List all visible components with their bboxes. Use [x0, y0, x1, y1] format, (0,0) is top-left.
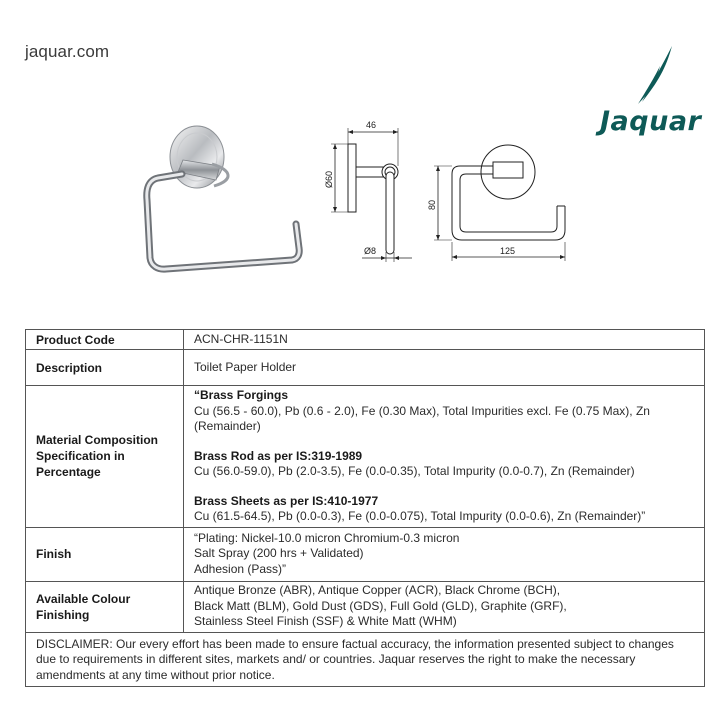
row-product-code	[26, 330, 705, 350]
side-view-drawing	[331, 128, 412, 262]
row-material	[26, 386, 705, 528]
finish-line: Salt Spray (200 hrs + Validated)	[194, 546, 364, 561]
finish-line: “Plating: Nickel-10.0 micron Chromium-0.3 micron	[194, 530, 460, 545]
brass-forgings-text: Cu (56.5 - 60.0), Pb (0.6 - 2.0), Fe (0.30 Max), Total Impurities excl. Fe (0.75 Max), Zn (Remainder)	[194, 403, 650, 433]
description-label: Description	[26, 350, 184, 386]
product-photo	[147, 126, 299, 269]
finish-line: Adhesion (Pass)”	[194, 561, 287, 576]
colours-label-line: Finishing	[36, 607, 90, 622]
material-label-line: Material Composition	[36, 433, 159, 448]
row-disclaimer	[26, 632, 705, 687]
row-finish	[26, 527, 705, 581]
brass-sheets-heading: Brass Sheets as per IS:410-1977	[194, 493, 379, 508]
material-label-line: Specification in	[36, 449, 125, 464]
product-drawing	[0, 100, 727, 300]
site-url[interactable]: jaquar.com	[25, 42, 110, 61]
brass-sheets-text: Cu (61.5-64.5), Pb (0.0-0.3), Fe (0.0-0.075), Total Impurity (0.0-0.6), Zn (Remainder)”	[194, 509, 646, 523]
colours-label	[26, 581, 184, 632]
description-value: Toilet Paper Holder	[184, 350, 705, 386]
spec-table	[25, 329, 705, 687]
dim-46: 46	[366, 120, 377, 130]
dim-diameter-8: Ø8	[364, 246, 377, 256]
finish-value	[184, 527, 705, 581]
colours-value	[184, 581, 705, 632]
colour-line: Antique Bronze (ABR), Antique Copper (ACR), Black Chrome (BCH),	[194, 583, 561, 598]
product-code-label: Product Code	[26, 330, 184, 350]
material-label-line: Percentage	[36, 465, 101, 480]
colour-line: Black Matt (BLM), Gold Dust (GDS), Full Gold (GLD), Graphite (GRF),	[194, 598, 567, 613]
product-code-value: ACN-CHR-1151N	[184, 330, 705, 350]
row-description	[26, 350, 705, 386]
front-view-drawing	[434, 145, 565, 261]
finish-label: Finish	[26, 527, 184, 581]
disclaimer: DISCLAIMER: Our every effort has been made to ensure factual accuracy, the information presented subject to changes due to requirements in different sites, markets and/ or countries. Jaquar reserves the right to make the necessary amendments at any time without prior notice.	[26, 632, 705, 687]
colours-label-line: Available Colour	[36, 591, 131, 606]
dim-80: 80	[427, 199, 437, 210]
material-value	[184, 386, 705, 528]
colour-line: Stainless Steel Finish (SSF) & White Matt (WHM)	[194, 614, 457, 629]
dim-diameter-60: Ø60	[324, 170, 334, 188]
dim-125: 125	[500, 246, 516, 256]
brass-forgings-heading: “Brass Forgings	[194, 388, 289, 402]
brass-rod-heading: Brass Rod as per IS:319-1989	[194, 448, 363, 463]
row-colours	[26, 581, 705, 632]
material-label	[26, 386, 184, 528]
brass-rod-text: Cu (56.0-59.0), Pb (2.0-3.5), Fe (0.0-0.35), Total Impurity (0.0-0.7), Zn (Remainder)	[194, 464, 635, 478]
brand-name: Jaquar	[600, 106, 702, 137]
